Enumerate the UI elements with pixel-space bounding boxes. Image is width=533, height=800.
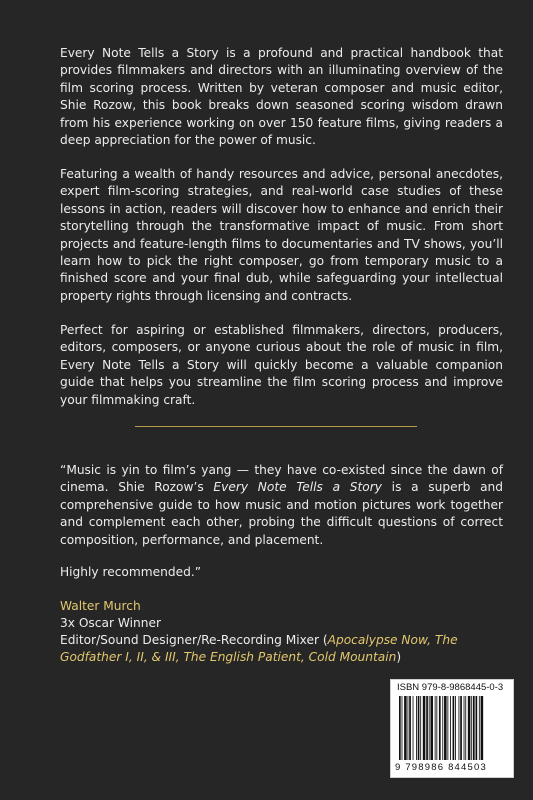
barcode-bar: [444, 696, 447, 760]
barcode-bar: [459, 696, 460, 760]
attribution-name: Walter Murch: [60, 599, 141, 613]
isbn-label: ISBN 979-8-9868445-0-3: [397, 682, 504, 693]
barcode-bar: [413, 696, 414, 760]
attribution-films: Apocalypse Now, The Godfather I, II, & III, The English Patient, Cold Mountain: [60, 633, 458, 665]
barcode-bar: [402, 696, 403, 760]
barcode-bar: [442, 696, 443, 760]
attribution-credits: [60, 632, 520, 667]
barcode-bar: [423, 696, 426, 760]
barcode-bar: [473, 696, 475, 760]
barcode-bar: [435, 696, 436, 760]
barcode-bar: [439, 696, 441, 760]
barcode-bar: [453, 696, 455, 760]
quote-text-start: “Music is yin to film’s yang — they have co-existed since the dawn of cinema. Shie Rozow’s: [60, 463, 503, 495]
barcode-bar: [447, 696, 448, 760]
barcode-bar: [464, 696, 465, 760]
barcode-bar: [409, 696, 411, 760]
barcode-bar: [476, 696, 478, 760]
barcode-bar: [418, 696, 420, 760]
barcode-bar: [455, 696, 456, 760]
attribution-close-paren: ): [396, 650, 402, 665]
quote-text-end: is a superb and comprehensive guide to how music and motion pictures work together and complement each other, probing the difficult questions of correct composition, performance, and placement.: [60, 480, 503, 547]
barcode-bar: [460, 696, 462, 760]
section-divider: [135, 426, 417, 427]
attribution-awards: 3x Oscar Winner: [60, 616, 161, 630]
barcode-digits: 9 798986 844503: [395, 762, 487, 773]
barcode-bar: [426, 696, 428, 760]
quote-closing: Highly recommended.”: [60, 565, 202, 579]
barcode-bar: [450, 696, 451, 760]
barcode-bar: [399, 696, 401, 760]
blurb-paragraph-3: Perfect for aspiring or established filmmakers, directors, producers, editors, composers, or anyone curious about the role of music in film, Every Note Tells a Story will quickly become a valuable companion guide that helps you streamline the film scoring process and improve your filmmaking craft.: [60, 323, 503, 407]
testimonial-quote: [60, 462, 503, 549]
barcode-bar: [429, 696, 430, 760]
barcode-bar: [430, 696, 433, 760]
barcode-bar: [471, 696, 472, 760]
blurb-paragraph-2: Featuring a wealth of handy resources and advice, personal anecdotes, expert film-scoring strategies, and real-world case studies of these lessons in action, readers will discover how to enhance and enrich their storytelling through the transformative impact of music. From short projects and feature-length films to documentaries and TV shows, you’ll learn how to pick the right composer, go from temporary music to a finished score and your final dub, while safeguarding your intellectual property rights through licensing and contracts.: [60, 167, 503, 303]
barcode-bars: [399, 696, 505, 766]
isbn-barcode: [390, 679, 514, 778]
barcode-bar: [465, 696, 466, 760]
barcode-bar: [468, 696, 471, 760]
barcode-bar: [408, 696, 409, 760]
attribution-role: Editor/Sound Designer/Re-Recording Mixer (: [60, 633, 328, 647]
barcode-bar: [416, 696, 417, 760]
barcode-bar: [481, 696, 484, 760]
barcode-bar: [479, 696, 480, 760]
quote-book-title: Every Note Tells a Story: [213, 480, 382, 495]
blurb-paragraph-1: Every Note Tells a Story is a profound and practical handbook that provides filmmakers and directors with an illuminating overview of the film scoring process. Written by veteran composer and music editor, Shie Rozow, this book breaks down seasoned scoring wisdom drawn from his experience working on over 150 feature films, giving readers a deep appreciation for the power of music.: [60, 46, 503, 148]
barcode-bar: [420, 696, 421, 760]
barcode-bar: [404, 696, 407, 760]
barcode-bar: [436, 696, 437, 760]
